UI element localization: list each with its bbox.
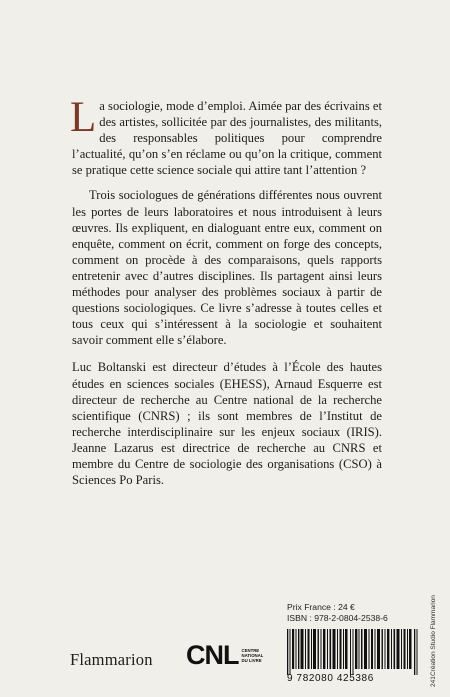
cnl-logo-mark: CNL xyxy=(186,639,239,670)
isbn: ISBN : 978-2-0804-2538-6 xyxy=(287,612,388,623)
price: Prix France : 24 € xyxy=(287,602,355,612)
publisher-logo: Flammarion xyxy=(70,650,153,669)
price-isbn-block xyxy=(287,602,417,623)
intro-text: a sociologie, mode d’emploi. Aimée par des écrivains et des artistes, sollicitée par des journalistes, des militants, des responsables politiques pour comprendre l’actualité, qu’on s’en réclame ou qu’on la critique, comment se pratique cette science sociale qui attire tant l’attention ? xyxy=(72,99,382,178)
barcode-number: 9 782080 425386 xyxy=(287,673,374,684)
cnl-logo xyxy=(186,639,264,671)
drop-cap: L xyxy=(70,94,97,141)
intro-paragraph xyxy=(70,94,382,178)
cnl-logo-subtitle: CENTRE NATIONAL DU LIVRE xyxy=(241,647,264,663)
print-code: 241 xyxy=(430,676,437,687)
authors-paragraph: Luc Boltanski est directeur d’études à l’École des hautes études en sciences sociales (EHESS), Arnaud Esquerre est directeur de recherche au Centre national de la recherche scientifique (CNRS) ; ils sont membres de l’Institut de recherche interdisciplinaire sur les enjeux sociaux (IRIS). Jeanne Lazarus est directrice de recherche au CNRS et membre du Centre de sociologie des organisations (CSO) à Sciences Po Paris. xyxy=(72,360,382,488)
barcode-icon xyxy=(287,629,418,675)
back-cover-text xyxy=(70,94,382,497)
summary-paragraph: Trois sociologues de générations différentes nous ouvrent les portes de leurs laboratoires et nous introduisent à leurs œuvres. Ils expliquent, en dialoguant entre eux, comment on enquête, comment on écrit, comment on forge des concepts, comment on procède à des comparaisons, quels rapports entretenir avec d’autres disciplines. Ils partagent ainsi leurs méthodes pour analyser des problèmes sociaux à partir de questions sociologiques. Ce livre s’adresse à toutes celles et tous ceux qui s’intéressent à la sociologie et souhaitent savoir comment elle s’élabore. xyxy=(72,188,382,348)
design-credit: Création Studio Flammarion xyxy=(430,595,437,676)
